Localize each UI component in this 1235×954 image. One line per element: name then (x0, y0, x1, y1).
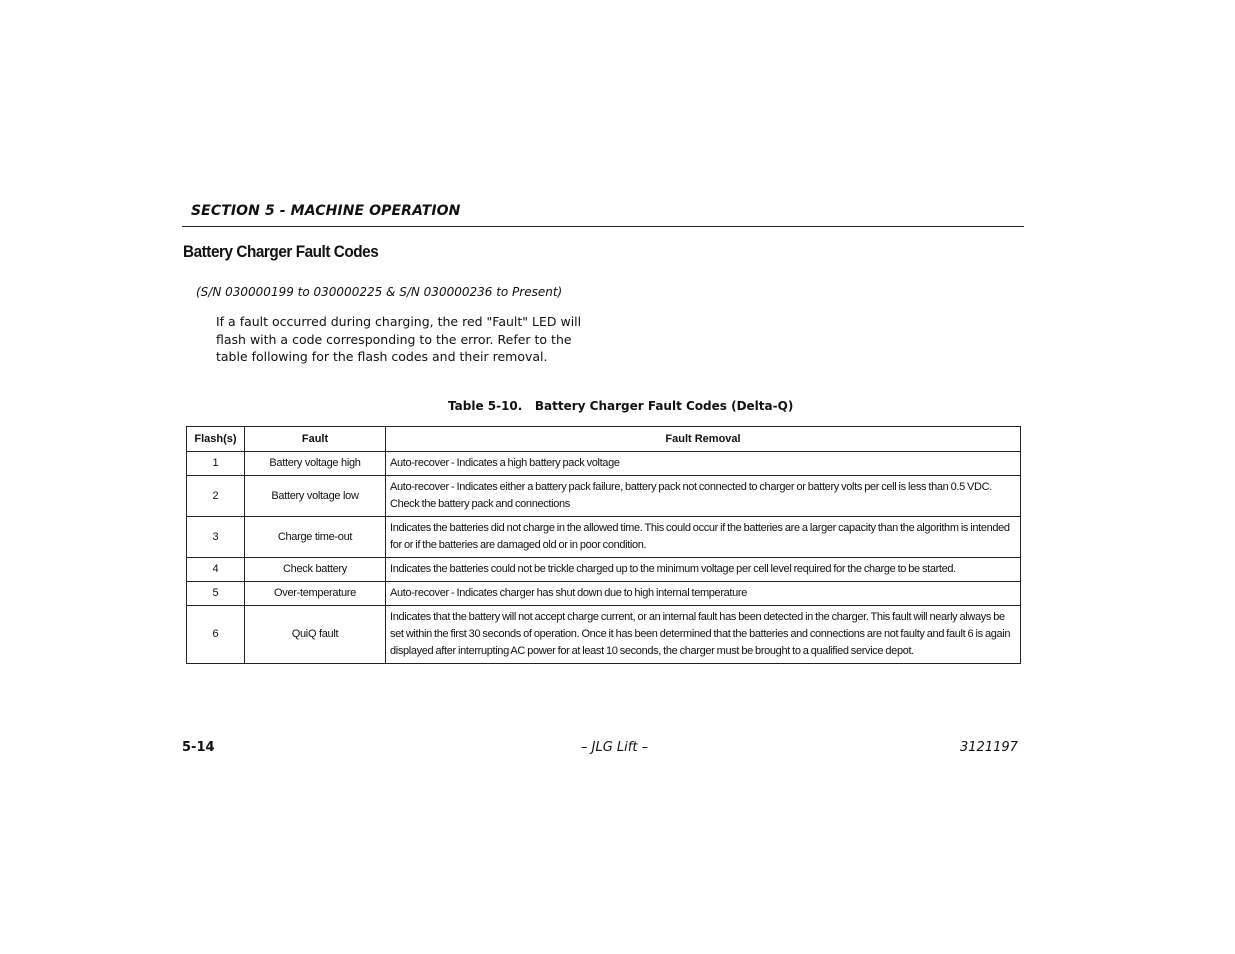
footer-publisher: – JLG Lift – (581, 740, 649, 755)
fault-name-text: Battery voltage low (271, 489, 359, 502)
column-header-fault: Fault (245, 427, 386, 452)
table-row (187, 476, 1021, 517)
table-row (187, 517, 1021, 558)
fault-name-text: Charge time-out (277, 530, 353, 543)
column-header-flash: Flash(s) (187, 427, 245, 452)
table-row (187, 558, 1021, 582)
fault-name-text: Battery voltage high (269, 457, 361, 469)
fault-codes-table (186, 426, 1021, 664)
table-row (187, 606, 1021, 664)
fault-removal-cell (386, 558, 1021, 582)
section-header: SECTION 5 - MACHINE OPERATION (191, 203, 461, 219)
table-row (187, 582, 1021, 606)
fault-name-cell (245, 606, 386, 664)
fault-name-text: QuiQ fault (291, 628, 339, 640)
flash-count-cell: 4 (187, 558, 245, 582)
fault-name-cell (245, 582, 386, 606)
fault-name-text: Check battery (283, 563, 347, 575)
flash-count-cell: 6 (187, 606, 245, 664)
footer-page-number: 5-14 (182, 740, 215, 755)
table-row (187, 452, 1021, 476)
flash-count-cell: 5 (187, 582, 245, 606)
flash-count-cell: 1 (187, 452, 245, 476)
fault-name-cell (245, 517, 386, 558)
header-divider (182, 226, 1024, 227)
fault-removal-cell (386, 606, 1021, 664)
fault-removal-text: Auto-recover - Indicates a high battery pack voltage (390, 457, 620, 469)
fault-removal-cell (386, 452, 1021, 476)
fault-removal-cell (386, 476, 1021, 517)
fault-removal-cell (386, 582, 1021, 606)
flash-count-cell: 2 (187, 476, 245, 517)
fault-name-cell (245, 452, 386, 476)
fault-name-text: Over-temperature (273, 587, 356, 599)
serial-number-note: (S/N 030000199 to 030000225 & S/N 030000236 to Present) (196, 285, 563, 299)
fault-removal-text: Auto-recover - Indicates either a battery pack failure, battery pack not connected to charger or battery volts per cell is less than 0.5 VDC. Check the battery pack and connections (390, 481, 992, 510)
fault-removal-cell (386, 517, 1021, 558)
fault-removal-text: Indicates that the battery will not accept charge current, or an internal fault has been detected in the charger. This fault will nearly always be set within the first 30 seconds of operation. Once it has been determined that the batteries and connections are not faulty and fault 6 is again displayed after interrupting AC power for at least 10 seconds, the charger must be brought to a qualified service depot. (390, 611, 1011, 657)
footer-document-number: 3121197 (960, 740, 1018, 755)
intro-paragraph: If a fault occurred during charging, the red "Fault" LED will flash with a code corresponding to the error. Refer to the table following for the flash codes and their removal. (216, 314, 582, 364)
column-header-fault-removal: Fault Removal (386, 427, 1021, 452)
table-header-row (187, 427, 1021, 452)
fault-removal-text: Indicates the batteries could not be trickle charged up to the minimum voltage per cell level required for the charge to be started. (390, 563, 956, 575)
fault-removal-text: Indicates the batteries did not charge in the allowed time. This could occur if the batteries are a larger capacity than the algorithm is intended for or if the batteries are damaged old or in poor condition. (390, 522, 1010, 551)
page-title: Battery Charger Fault Codes (183, 242, 379, 261)
table-caption: Table 5-10. Battery Charger Fault Codes (Delta-Q) (448, 399, 794, 413)
fault-removal-text: Auto-recover - Indicates charger has shut down due to high internal temperature (390, 587, 747, 599)
flash-count-cell: 3 (187, 517, 245, 558)
fault-name-cell (245, 558, 386, 582)
fault-name-cell (245, 476, 386, 517)
